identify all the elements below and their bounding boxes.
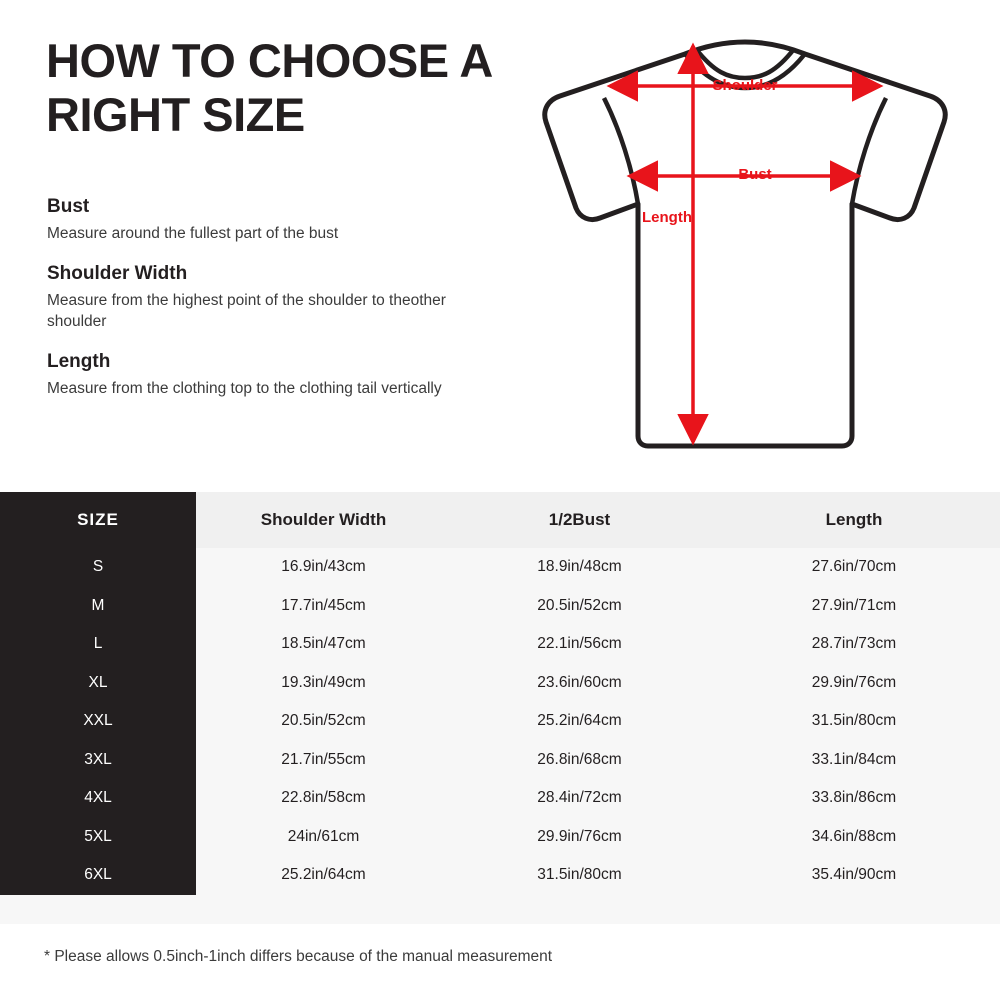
cell-length: 33.8in/86cm xyxy=(708,779,1000,818)
cell-length: 35.4in/90cm xyxy=(708,856,1000,895)
cell-shoulder: 20.5in/52cm xyxy=(196,702,451,741)
cell-bust: 23.6in/60cm xyxy=(451,664,708,703)
measure-guide-shoulder-width xyxy=(47,263,477,332)
cell-length: 31.5in/80cm xyxy=(708,702,1000,741)
measure-guide-title: Length xyxy=(47,351,111,372)
cell-bust: 26.8in/68cm xyxy=(451,741,708,780)
measure-guide-desc: Measure from the highest point of the shoulder to theother shoulder xyxy=(47,292,446,330)
measure-guide-length xyxy=(47,351,477,399)
cell-shoulder: 21.7in/55cm xyxy=(196,741,451,780)
table-row xyxy=(0,664,1000,703)
size-table-container xyxy=(0,492,1000,924)
cell-bust: 20.5in/52cm xyxy=(451,587,708,626)
cell-size: 3XL xyxy=(0,741,196,780)
cell-length: 34.6in/88cm xyxy=(708,818,1000,857)
measure-guide-desc: Measure around the fullest part of the bust xyxy=(47,225,339,242)
cell-shoulder: 25.2in/64cm xyxy=(196,856,451,895)
cell-bust: 29.9in/76cm xyxy=(451,818,708,857)
table-header-size: SIZE xyxy=(0,492,196,548)
cell-size: XL xyxy=(0,664,196,703)
table-header-shoulder-width: Shoulder Width xyxy=(196,492,451,548)
cell-size: 4XL xyxy=(0,779,196,818)
cell-bust: 25.2in/64cm xyxy=(451,702,708,741)
cell-shoulder: 22.8in/58cm xyxy=(196,779,451,818)
cell-size: S xyxy=(0,548,196,587)
tshirt-diagram xyxy=(500,18,990,480)
cell-shoulder: 16.9in/43cm xyxy=(196,548,451,587)
table-row xyxy=(0,856,1000,895)
cell-length: 29.9in/76cm xyxy=(708,664,1000,703)
cell-bust: 28.4in/72cm xyxy=(451,779,708,818)
cell-shoulder: 17.7in/45cm xyxy=(196,587,451,626)
measure-guide-title: Shoulder Width xyxy=(47,263,188,284)
cell-size: 6XL xyxy=(0,856,196,895)
cell-length: 33.1in/84cm xyxy=(708,741,1000,780)
cell-size: XXL xyxy=(0,702,196,741)
table-row xyxy=(0,548,1000,587)
table-row xyxy=(0,818,1000,857)
cell-shoulder: 24in/61cm xyxy=(196,818,451,857)
table-row xyxy=(0,587,1000,626)
cell-bust: 22.1in/56cm xyxy=(451,625,708,664)
cell-bust: 31.5in/80cm xyxy=(451,856,708,895)
table-row xyxy=(0,625,1000,664)
measure-guide-bust xyxy=(47,196,477,244)
bust-label: Bust xyxy=(738,165,772,183)
footnote: * Please allows 0.5inch-1inch differs because of the manual measurement xyxy=(44,948,553,965)
table-row xyxy=(0,779,1000,818)
top-section xyxy=(0,0,1000,492)
length-label: Length xyxy=(642,208,692,226)
cell-shoulder: 19.3in/49cm xyxy=(196,664,451,703)
cell-length: 27.6in/70cm xyxy=(708,548,1000,587)
cell-shoulder: 18.5in/47cm xyxy=(196,625,451,664)
page-title: HOW TO CHOOSE A RIGHT SIZE xyxy=(46,34,492,141)
cell-length: 28.7in/73cm xyxy=(708,625,1000,664)
table-header-row xyxy=(0,492,1000,548)
table-header-half-bust: 1/2Bust xyxy=(451,492,708,548)
cell-size: M xyxy=(0,587,196,626)
measure-guide-desc: Measure from the clothing top to the clothing tail vertically xyxy=(47,380,442,397)
table-header-length: Length xyxy=(708,492,1000,548)
cell-length: 27.9in/71cm xyxy=(708,587,1000,626)
table-row xyxy=(0,741,1000,780)
size-table xyxy=(0,492,1000,895)
table-row xyxy=(0,702,1000,741)
cell-bust: 18.9in/48cm xyxy=(451,548,708,587)
measure-guide-title: Bust xyxy=(47,196,90,217)
cell-size: 5XL xyxy=(0,818,196,857)
shoulder-label: Shoulder xyxy=(712,76,778,94)
cell-size: L xyxy=(0,625,196,664)
